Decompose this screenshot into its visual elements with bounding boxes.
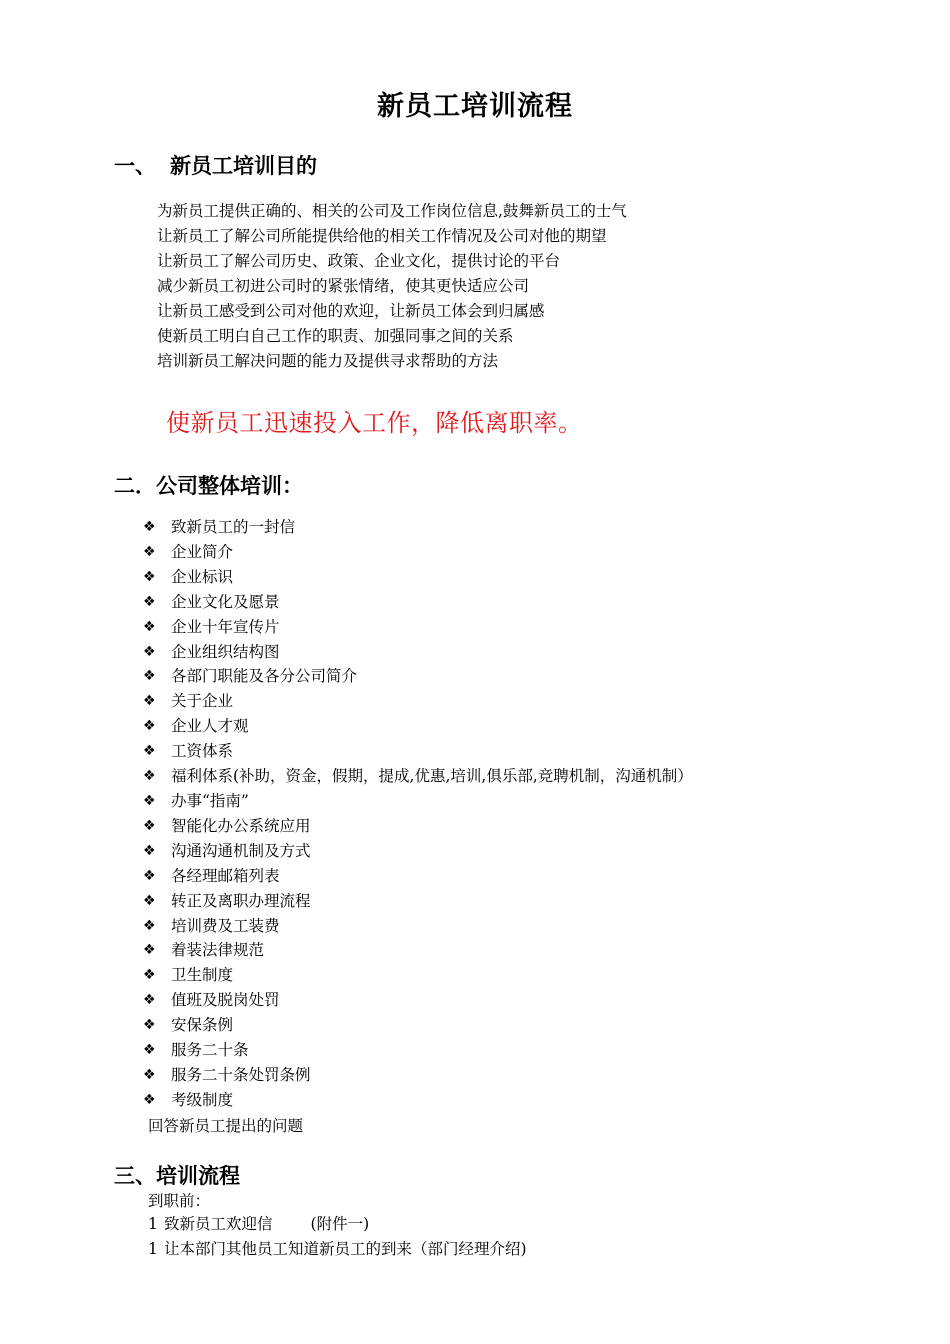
training-item [143, 839, 693, 864]
training-item-label: 工资体系 [171, 742, 234, 761]
diamond-bullet-icon: ❖ [143, 1017, 156, 1034]
process-step [148, 1212, 369, 1234]
diamond-bullet-icon: ❖ [143, 792, 156, 809]
purpose-line: 使新员工明白自己工作的职责、加强同事之间的关系 [157, 327, 514, 345]
training-item-label: 各经理邮箱列表 [171, 866, 280, 885]
training-items-list [143, 515, 693, 1113]
training-item [143, 739, 693, 764]
step-text: 让本部门其他员工知道新员工的到来（部门经理介绍) [164, 1240, 527, 1258]
diamond-bullet-icon: ❖ [143, 842, 156, 859]
training-item [143, 714, 693, 739]
diamond-bullet-icon: ❖ [143, 668, 156, 685]
process-step [148, 1237, 527, 1259]
diamond-bullet-icon: ❖ [143, 992, 156, 1009]
training-item-label: 卫生制度 [171, 966, 234, 985]
training-item-label: 转正及离职办理流程 [171, 891, 311, 910]
training-item-label: 服务二十条 [171, 1041, 249, 1060]
purpose-line: 减少新员工初进公司时的紧张情绪，使其更快适应公司 [157, 277, 530, 295]
section1-number: 一、 [114, 153, 156, 178]
training-item [143, 1038, 693, 1063]
training-item [143, 540, 693, 565]
diamond-bullet-icon: ❖ [143, 768, 156, 785]
training-item-label: 智能化办公系统应用 [171, 816, 311, 835]
purpose-line: 让新员工了解公司历史、政策、企业文化，提供讨论的平台 [157, 252, 561, 270]
diamond-bullet-icon: ❖ [143, 519, 156, 535]
section1-lines [157, 199, 627, 374]
training-item-label: 办事“指南” [171, 791, 249, 810]
section2-heading: 二．公司整体培训： [114, 473, 303, 498]
training-item [143, 789, 693, 814]
training-item [143, 988, 693, 1013]
training-item [143, 764, 693, 789]
step-text: 致新员工欢迎信 [164, 1215, 273, 1233]
training-item-label: 企业文化及愿景 [171, 592, 280, 611]
training-item [143, 914, 693, 939]
training-item [143, 1013, 693, 1038]
training-item-label: 企业人才观 [171, 717, 249, 736]
step-note: (附件一) [310, 1215, 370, 1233]
training-item-label: 培训费及工装费 [171, 916, 280, 935]
training-item [143, 664, 693, 689]
diamond-bullet-icon: ❖ [143, 867, 156, 884]
training-item-label: 企业十年宣传片 [171, 617, 280, 636]
training-item-label: 考级制度 [171, 1090, 234, 1109]
step-number: 1 [148, 1215, 158, 1233]
section1-heading [114, 150, 317, 180]
diamond-bullet-icon: ❖ [143, 1066, 156, 1083]
purpose-line: 为新员工提供正确的、相关的公司及工作岗位信息,鼓舞新员工的士气 [157, 202, 627, 220]
diamond-bullet-icon: ❖ [143, 967, 156, 984]
training-item-label: 关于企业 [171, 692, 234, 711]
section3-heading: 三、培训流程 [114, 1163, 240, 1188]
training-item [143, 565, 693, 590]
training-item-label: 企业简介 [171, 542, 234, 561]
training-item [143, 938, 693, 963]
diamond-bullet-icon: ❖ [143, 817, 156, 834]
training-item [143, 590, 693, 615]
diamond-bullet-icon: ❖ [143, 618, 156, 635]
diamond-bullet-icon: ❖ [143, 718, 156, 735]
training-item [143, 1063, 693, 1088]
training-item-label: 致新员工的一封信 [171, 518, 296, 536]
purpose-line: 培训新员工解决问题的能力及提供寻求帮助的方法 [157, 352, 499, 370]
training-item-label: 服务二十条处罚条例 [171, 1065, 311, 1084]
training-item-label: 企业组织结构图 [171, 642, 280, 661]
training-item-label: 福利体系(补助，资金，假期，提成,优惠,培训,俱乐部,竞聘机制，沟通机制） [171, 767, 693, 786]
diamond-bullet-icon: ❖ [143, 942, 156, 959]
document-title: 新员工培训流程 [377, 91, 573, 122]
training-item-label: 企业标识 [171, 567, 234, 586]
section1-title: 新员工培训目的 [170, 153, 317, 178]
training-item [143, 864, 693, 889]
training-item-label: 值班及脱岗处罚 [171, 991, 280, 1010]
training-item [143, 689, 693, 714]
diamond-bullet-icon: ❖ [143, 568, 156, 585]
diamond-bullet-icon: ❖ [143, 1091, 156, 1108]
diamond-bullet-icon: ❖ [143, 892, 156, 909]
diamond-bullet-icon: ❖ [143, 593, 156, 610]
training-item-label: 安保条例 [171, 1016, 234, 1035]
purpose-line: 让新员工感受到公司对他的欢迎，让新员工体会到归属感 [157, 302, 545, 320]
highlight-statement: 使新员工迅速投入工作，降低离职率。 [166, 409, 583, 437]
diamond-bullet-icon: ❖ [143, 1042, 156, 1059]
training-item [143, 640, 693, 665]
training-item [143, 515, 693, 540]
training-item [143, 615, 693, 640]
training-item [143, 963, 693, 988]
diamond-bullet-icon: ❖ [143, 643, 156, 660]
training-item-label: 各部门职能及各分公司简介 [171, 667, 358, 686]
diamond-bullet-icon: ❖ [143, 917, 156, 934]
training-item [143, 814, 693, 839]
training-item-label: 着装法律规范 [171, 941, 265, 960]
training-item-label: 沟通沟通机制及方式 [171, 841, 311, 860]
training-item [143, 889, 693, 914]
purpose-line: 让新员工了解公司所能提供给他的相关工作情况及公司对他的期望 [157, 227, 607, 245]
diamond-bullet-icon: ❖ [143, 543, 156, 560]
answer-questions-line: 回答新员工提出的问题 [148, 1117, 304, 1135]
before-joining-label: 到职前： [148, 1192, 211, 1210]
training-item [143, 1088, 693, 1113]
step-number: 1 [148, 1240, 158, 1258]
diamond-bullet-icon: ❖ [143, 693, 156, 710]
diamond-bullet-icon: ❖ [143, 743, 156, 760]
